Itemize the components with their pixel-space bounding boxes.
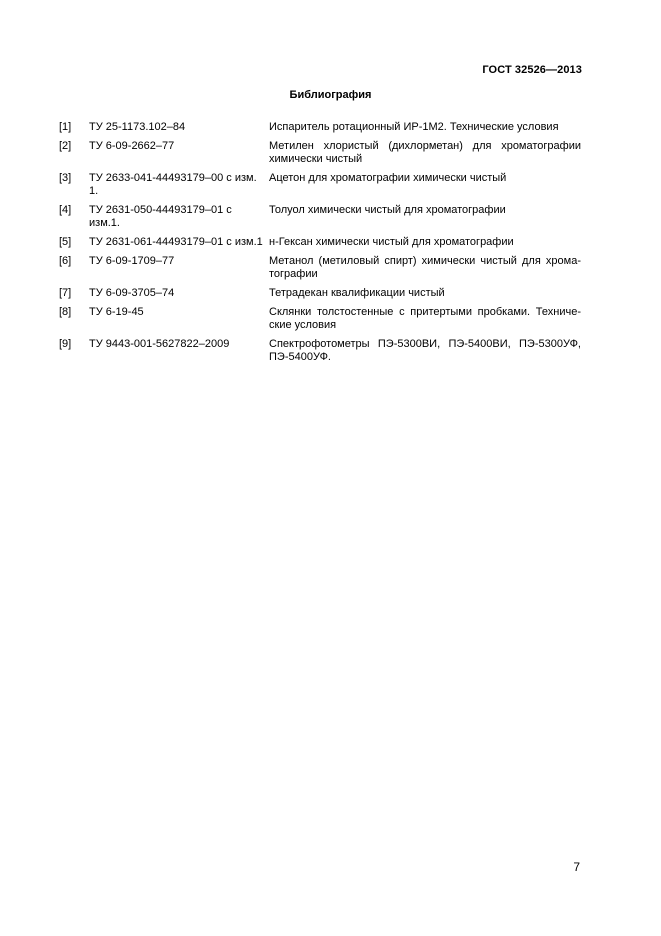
reference-code: ТУ 2631-061-44493179–01 с изм.1 bbox=[89, 236, 263, 248]
reference-number: [9] bbox=[59, 338, 72, 350]
reference-number: [6] bbox=[59, 255, 72, 267]
reference-number: [3] bbox=[59, 172, 72, 184]
page-title: Библиография bbox=[289, 89, 372, 101]
reference-description: Метилен хлористый (дихлорметан) для хроматографии химически чистый bbox=[269, 140, 581, 165]
bibliography-list bbox=[59, 121, 581, 370]
reference-number: [7] bbox=[59, 287, 72, 299]
reference-description: Толуол химически чистый для хроматографии bbox=[269, 204, 506, 216]
page-number: 7 bbox=[573, 860, 580, 874]
reference-description: Ацетон для хроматографии химически чистый bbox=[269, 172, 507, 184]
document-header: ГОСТ 32526—2013 bbox=[482, 64, 582, 76]
reference-description: Тетрадекан квалификации чистый bbox=[269, 287, 445, 299]
reference-number: [5] bbox=[59, 236, 72, 248]
reference-code: ТУ 2633-041-44493179–00 с изм. 1. bbox=[89, 172, 257, 197]
list-item bbox=[59, 287, 581, 300]
list-item bbox=[59, 172, 581, 198]
reference-number: [8] bbox=[59, 306, 72, 318]
reference-code: ТУ 6-19-45 bbox=[89, 306, 144, 318]
reference-code: ТУ 6-09-3705–74 bbox=[89, 287, 175, 299]
list-item bbox=[59, 204, 581, 230]
reference-code: ТУ 9443-001-5627822–2009 bbox=[89, 338, 230, 350]
reference-description: Спектрофотометры ПЭ-5300ВИ, ПЭ-5400ВИ, ПЭ-5300УФ, ПЭ-5400УФ. bbox=[269, 338, 581, 363]
reference-code: ТУ 6-09-1709–77 bbox=[89, 255, 175, 267]
reference-number: [2] bbox=[59, 140, 72, 152]
reference-number: [1] bbox=[59, 121, 72, 133]
list-item bbox=[59, 338, 581, 364]
list-item bbox=[59, 306, 581, 332]
reference-description: Склянки толстостенные с притертыми пробками. Технические условия bbox=[269, 306, 581, 331]
reference-description: н-Гексан химически чистый для хроматографии bbox=[269, 236, 514, 248]
reference-description: Метанол (метиловый спирт) химически чистый для хроматографии bbox=[269, 255, 581, 280]
list-item bbox=[59, 140, 581, 166]
reference-code: ТУ 6-09-2662–77 bbox=[89, 140, 175, 152]
list-item bbox=[59, 236, 581, 249]
list-item bbox=[59, 121, 581, 134]
reference-description: Испаритель ротационный ИР-1М2. Технические условия bbox=[269, 121, 559, 133]
reference-number: [4] bbox=[59, 204, 72, 216]
reference-code: ТУ 25-1173.102–84 bbox=[89, 121, 186, 133]
reference-code: ТУ 2631-050-44493179–01 с изм.1. bbox=[89, 204, 232, 229]
list-item bbox=[59, 255, 581, 281]
